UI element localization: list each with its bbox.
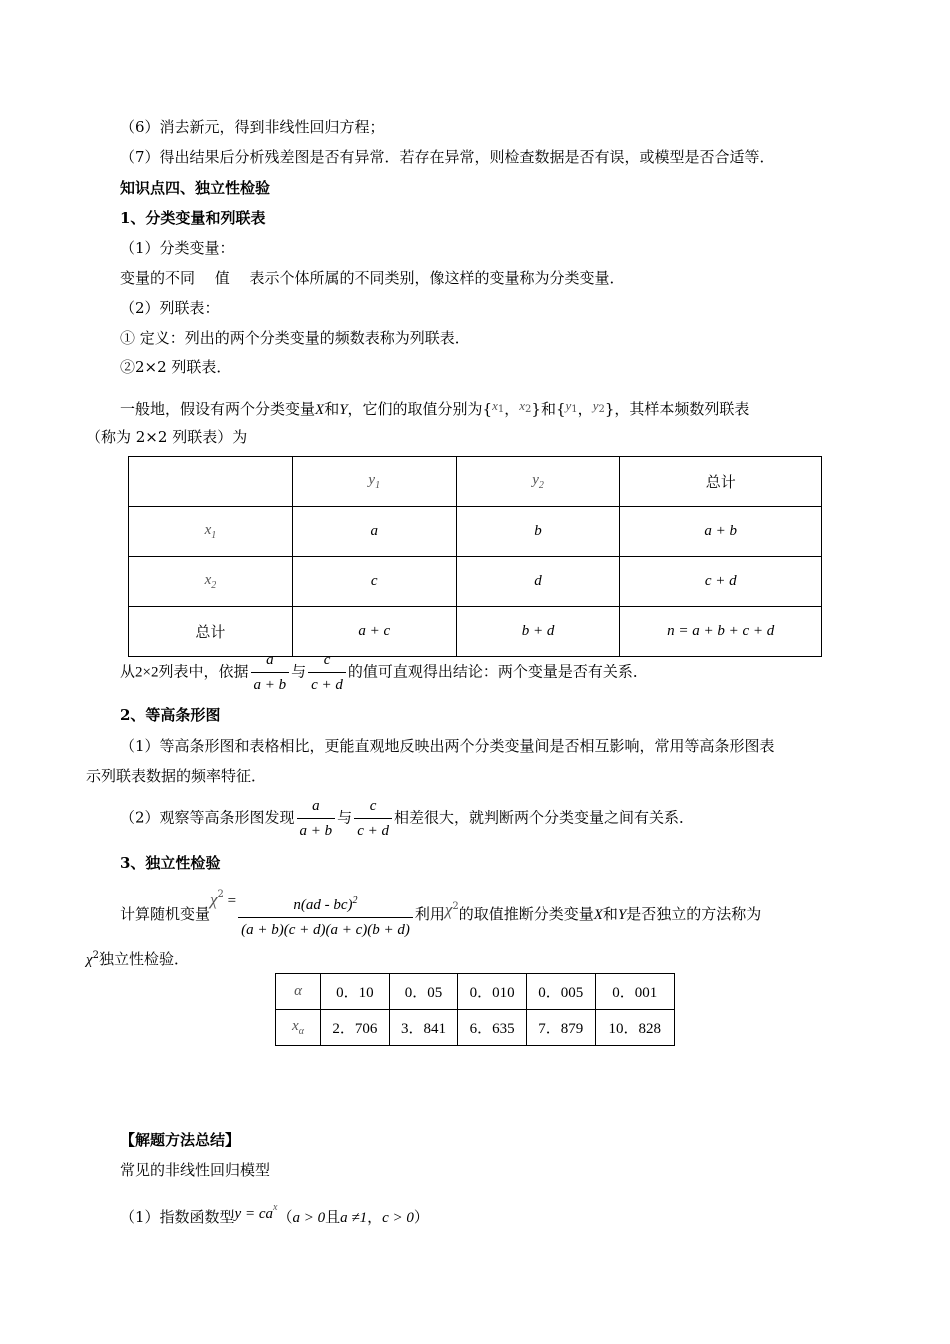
table-cell: $y_2$	[456, 457, 620, 507]
table-cell: 总计	[129, 607, 293, 657]
table-cell	[129, 457, 293, 507]
contingency-table	[128, 456, 822, 657]
table-row	[129, 557, 822, 607]
step-6: （6）消去新元，得到非线性回归方程；	[120, 118, 385, 136]
table-row	[129, 607, 822, 657]
ratio-comparison: 从2×2列表中，依据 $\frac{a}{a + b}$ 与 $\frac{c}{c + d}$ 的值可直观得出结论：两个变量是否有关系．	[120, 652, 648, 693]
table-cell: 0．010	[458, 974, 527, 1010]
table-cell: a + b	[620, 507, 822, 557]
section-heading-4: 知识点四、独立性检验	[120, 179, 271, 197]
chi-square-test-name: $\chi^2$独立性检验．	[86, 950, 189, 968]
critical-value-table	[275, 973, 675, 1046]
subheading-3: 3、独立性检验	[120, 854, 221, 872]
table-cell: n = a + b + c + d	[620, 607, 822, 657]
table-cell: b	[456, 507, 620, 557]
table-cell: 0．05	[389, 974, 458, 1010]
table-caption: （称为 2×2 列联表）为	[86, 428, 248, 446]
table-row	[276, 1010, 675, 1046]
table-cell: 0．001	[595, 974, 674, 1010]
table-cell: 0．10	[321, 974, 390, 1010]
table-cell: 7．879	[526, 1010, 595, 1046]
table-cell: 0．005	[526, 974, 595, 1010]
item-contingency-table: （2）列联表：	[120, 299, 220, 317]
table-cell: b + d	[456, 607, 620, 657]
table-row	[129, 457, 822, 507]
table-cell: α	[276, 974, 321, 1010]
step-7: （7）得出结果后分析残差图是否有异常．若存在异常，则检查数据是否有误，或模型是否合适等．	[120, 148, 775, 166]
table-cell: 3．841	[389, 1010, 458, 1046]
table-cell: $x_2$	[129, 557, 293, 607]
exponential-model: （1）指数函数型$y = ca^x(a > 0$且a ≠1，c > 0）	[120, 1202, 429, 1226]
nonlinear-models-intro: 常见的非线性回归模型	[120, 1161, 271, 1179]
table-cell: a	[292, 507, 456, 557]
table-cell: c + d	[620, 557, 822, 607]
table-cell: 总计	[620, 457, 822, 507]
table-cell: 2．706	[321, 1010, 390, 1046]
general-statement: 一般地，假设有两个分类变量X和Y，它们的取值分别为{$x_1$，$x_2$}和{$y_1$，$y_2$}，其样本频数列联表	[120, 398, 750, 418]
bar-chart-paragraph-1: （1）等高条形图和表格相比，更能直观地反映出两个分类变量间是否相互影响，常用等高条形图表	[120, 737, 775, 755]
table-cell: 10．828	[595, 1010, 674, 1046]
table-cell: $x_\alpha$	[276, 1010, 321, 1046]
table-cell: $y_1$	[292, 457, 456, 507]
two-by-two-heading: ②2×2 列联表．	[120, 358, 232, 376]
subheading-2: 2、等高条形图	[120, 706, 221, 724]
table-cell: d	[456, 557, 620, 607]
table-cell: 6．635	[458, 1010, 527, 1046]
table-cell: c	[292, 557, 456, 607]
bar-chart-paragraph-1-cont: 示列联表数据的频率特征．	[86, 767, 267, 785]
item-categorical-variable: （1）分类变量：	[120, 239, 235, 257]
table-row	[129, 507, 822, 557]
table-cell: a + c	[292, 607, 456, 657]
subheading-1: 1、分类变量和列联表	[120, 209, 266, 227]
categorical-definition: 变量的不同 值 表示个体所属的不同类别，像这样的变量称为分类变量．	[120, 269, 625, 287]
contingency-definition: ① 定义：列出的两个分类变量的频数表称为列联表．	[120, 329, 470, 347]
table-row	[276, 974, 675, 1010]
table-cell: $x_1$	[129, 507, 293, 557]
method-summary-heading: 【解题方法总结】	[120, 1131, 241, 1149]
bar-chart-paragraph-2: （2）观察等高条形图发现 $\frac{a}{a + b}$ 与 $\frac{c}{c + d}$ 相差很大，就判断两个分类变量之间有关系．	[120, 798, 694, 839]
chi-square-formula: 计算随机变量$\chi^2$ = $\frac{n(ad - bc)^2}{(a + b)(c + d)(a + c)(b + d)}$ 利用$\chi^2$的取值推断分类变量X和Y是否独立的方法称为	[120, 889, 762, 938]
